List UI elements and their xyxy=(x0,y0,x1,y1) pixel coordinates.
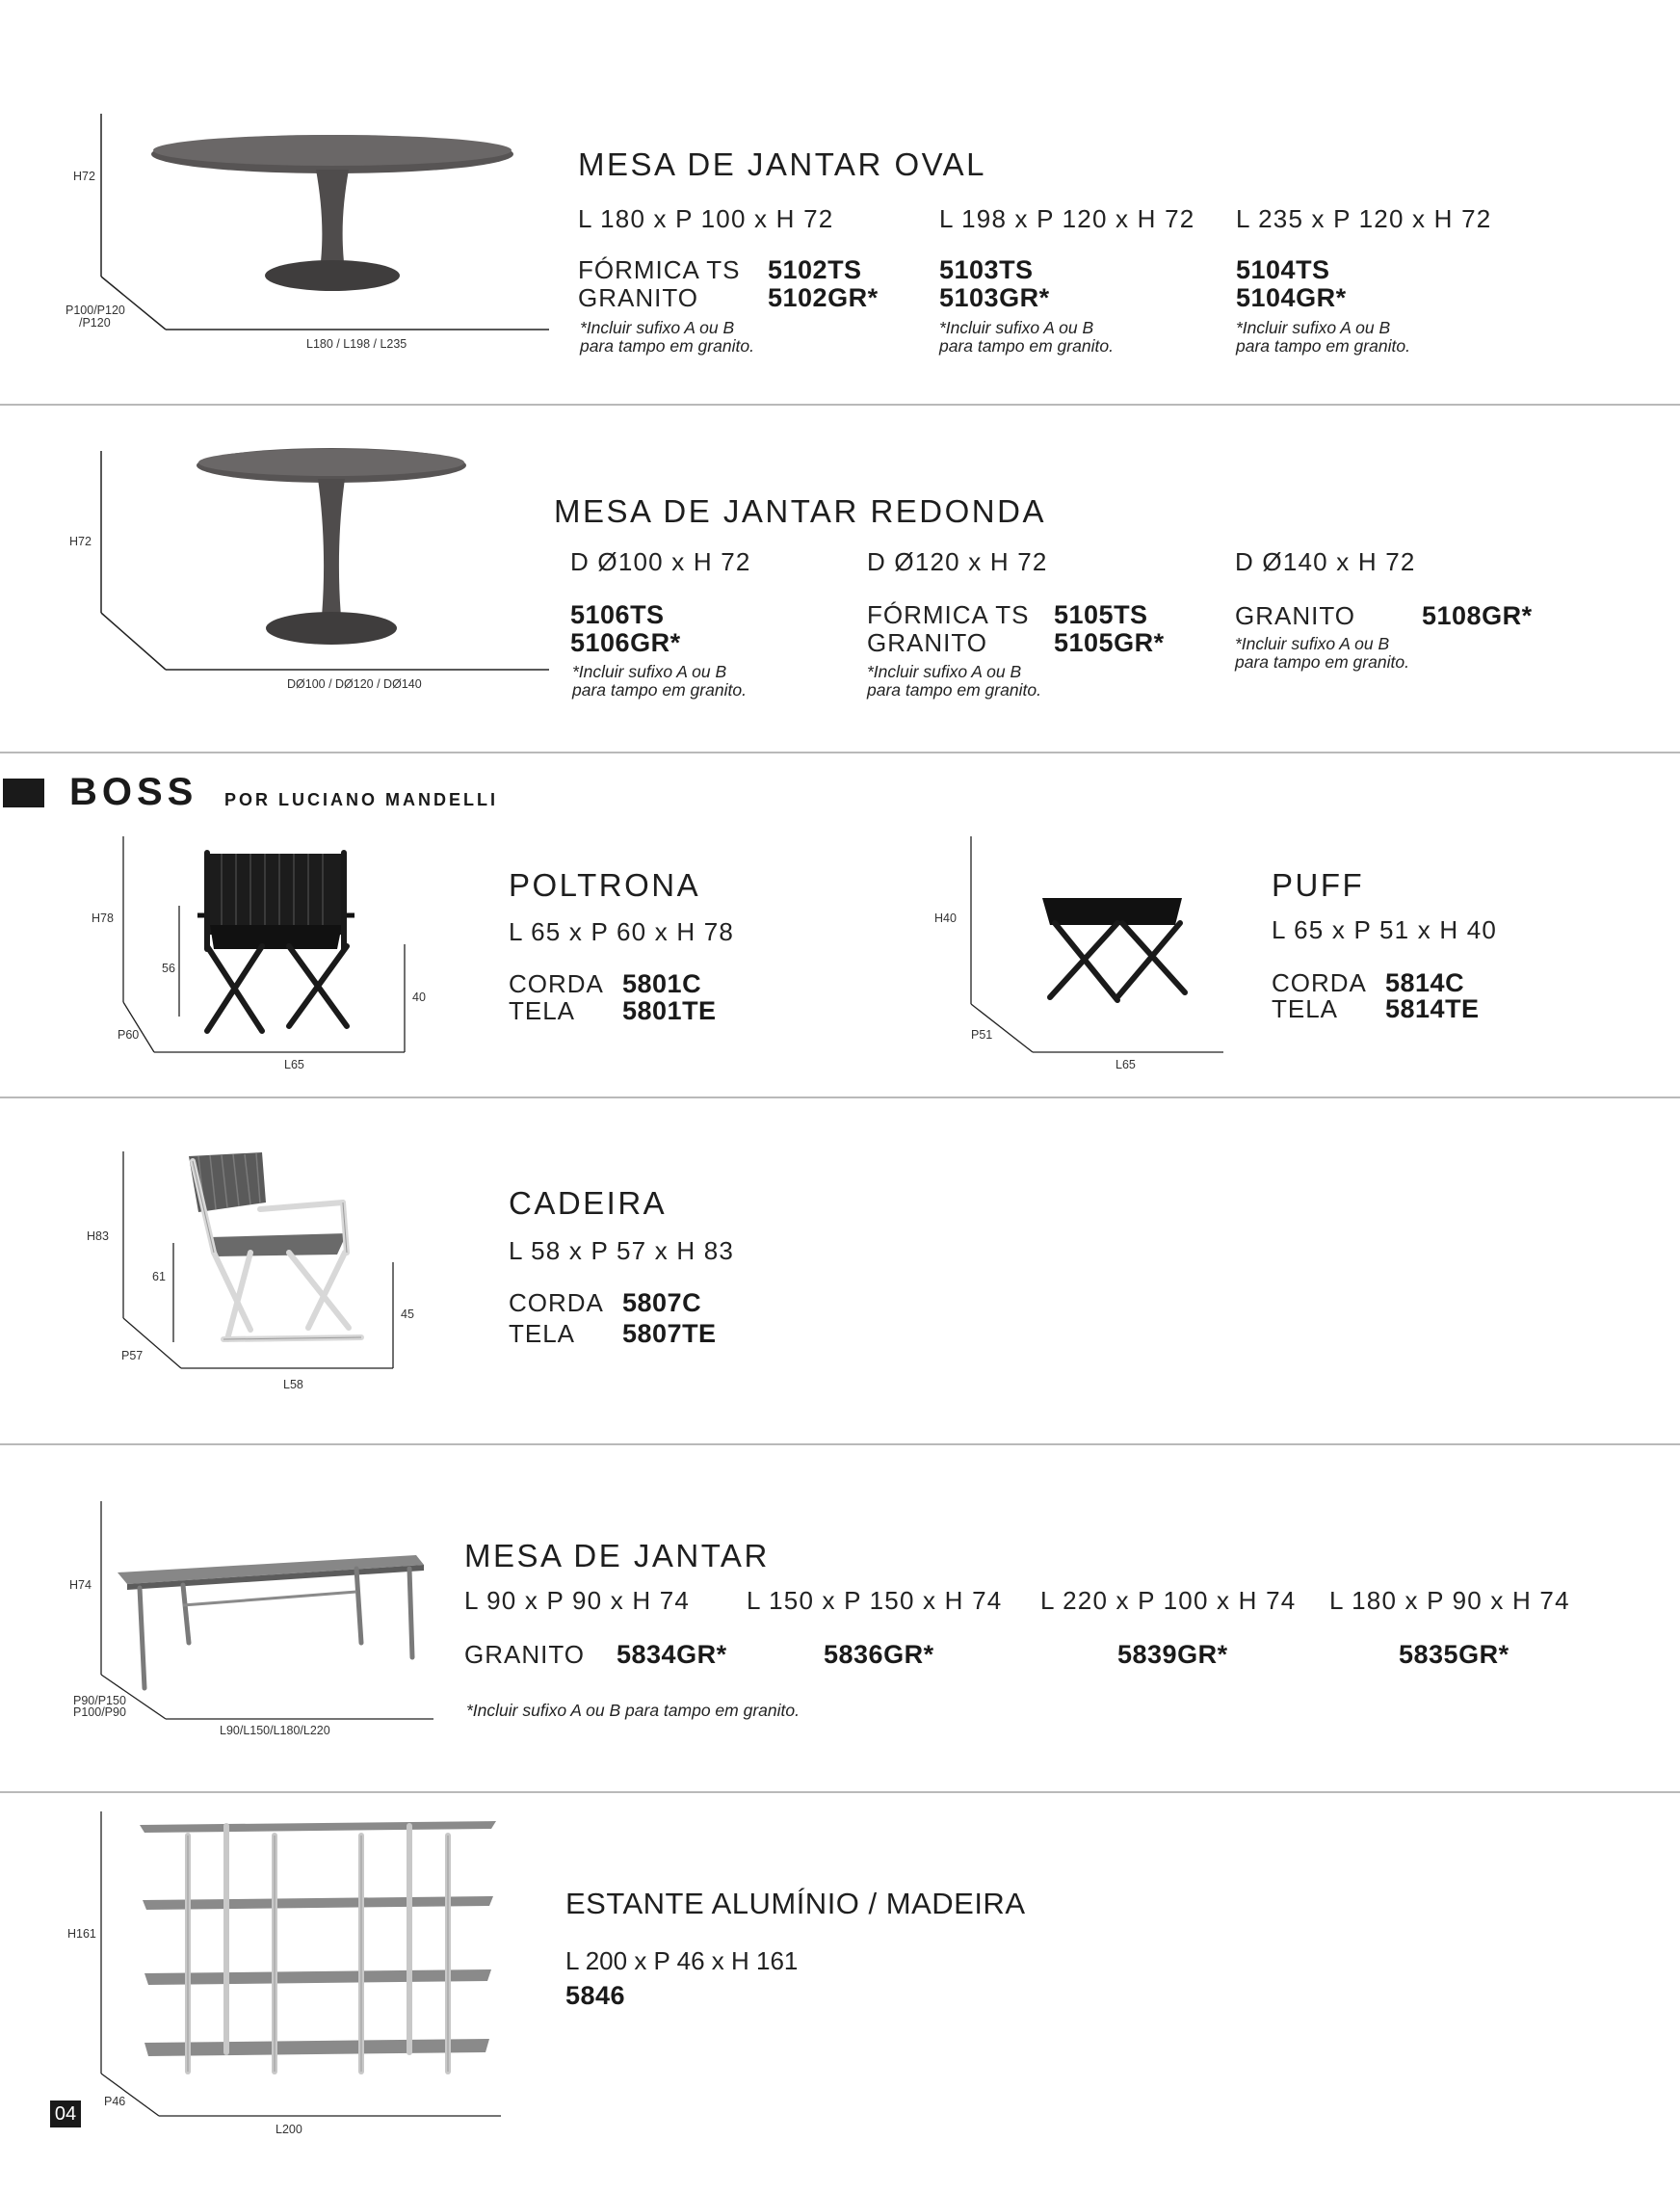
product-title: PUFF xyxy=(1272,867,1365,903)
product-title: MESA DE JANTAR xyxy=(464,1538,770,1573)
height-label: H72 xyxy=(73,170,95,183)
material-tela: TELA xyxy=(509,996,576,1025)
product-code: 5835GR* xyxy=(1399,1640,1509,1669)
note-line-2: para tampo em granito. xyxy=(867,680,1041,700)
size-1: D Ø100 x H 72 xyxy=(570,547,751,576)
product-code: 5814C xyxy=(1385,968,1465,997)
product-code: 5801C xyxy=(622,969,702,998)
material-corda: CORDA xyxy=(1272,968,1367,997)
size-1: L 180 x P 100 x H 72 xyxy=(578,204,834,233)
height-label: H72 xyxy=(69,535,92,548)
material-granito: GRANITO xyxy=(1235,601,1355,630)
note-line-2: para tampo em granito. xyxy=(1235,652,1409,672)
arm-height-label: 40 xyxy=(412,991,426,1004)
size-4: L 180 x P 90 x H 74 xyxy=(1329,1586,1570,1615)
height-label: H161 xyxy=(67,1927,96,1941)
depth-label: P100/P120 xyxy=(66,304,125,317)
product-code: 5102GR* xyxy=(768,283,879,312)
height-label: H74 xyxy=(69,1578,92,1592)
product-code: 5807C xyxy=(622,1288,702,1317)
depth-label: P46 xyxy=(104,2095,126,2108)
collection-name: BOSS xyxy=(69,771,198,813)
size-2: D Ø120 x H 72 xyxy=(867,547,1048,576)
material-corda: CORDA xyxy=(509,1288,604,1317)
depth-label: P57 xyxy=(121,1349,144,1362)
depth-label: P90/P150 xyxy=(73,1694,126,1707)
note-line-1: *Incluir sufixo A ou B xyxy=(939,318,1094,337)
product-code: 5106GR* xyxy=(570,628,681,657)
product-code: 5106TS xyxy=(570,600,665,629)
product-title: MESA DE JANTAR REDONDA xyxy=(554,493,1046,529)
arm-height-label: 45 xyxy=(401,1308,414,1321)
size-3: L 220 x P 100 x H 74 xyxy=(1040,1586,1297,1615)
size-3: D Ø140 x H 72 xyxy=(1235,547,1416,576)
product-code: 5104TS xyxy=(1236,255,1330,284)
product-code: 5834GR* xyxy=(617,1640,727,1669)
size: L 58 x P 57 x H 83 xyxy=(509,1236,735,1265)
product-code: 5814TE xyxy=(1385,994,1480,1023)
length-label: L200 xyxy=(276,2123,302,2136)
length-label: L180 / L198 / L235 xyxy=(306,337,407,351)
material-tela: TELA xyxy=(509,1319,576,1348)
height-label: H78 xyxy=(92,912,114,925)
material-granito: GRANITO xyxy=(578,283,698,312)
size-1: L 90 x P 90 x H 74 xyxy=(464,1586,691,1615)
depth-label-2: /P120 xyxy=(79,316,111,330)
product-code: 5105TS xyxy=(1054,600,1148,629)
note-line-1: *Incluir sufixo A ou B xyxy=(1236,318,1391,337)
note-line-1: *Incluir sufixo A ou B xyxy=(572,662,727,681)
note: *Incluir sufixo A ou B para tampo em granito. xyxy=(466,1701,800,1720)
page-number: 04 xyxy=(50,2101,81,2127)
material-granito: GRANITO xyxy=(867,628,987,657)
length-label: L58 xyxy=(283,1378,303,1391)
material-granito: GRANITO xyxy=(464,1640,585,1669)
designer-credit: POR LUCIANO MANDELLI xyxy=(224,790,498,809)
note-line-2: para tampo em granito. xyxy=(939,336,1114,356)
material-corda: CORDA xyxy=(509,969,604,998)
product-title: POLTRONA xyxy=(509,867,701,903)
product-code: 5104GR* xyxy=(1236,283,1347,312)
size: L 65 x P 51 x H 40 xyxy=(1272,915,1498,944)
length-label: L65 xyxy=(284,1058,304,1071)
material-formica: FÓRMICA TS xyxy=(578,255,741,284)
seat-height-label: 56 xyxy=(162,962,175,975)
height-label: H83 xyxy=(87,1229,109,1243)
product-title: CADEIRA xyxy=(509,1185,668,1221)
material-formica: FÓRMICA TS xyxy=(867,600,1030,629)
product-code: 5103GR* xyxy=(939,283,1050,312)
depth-label-2: P100/P90 xyxy=(73,1705,126,1719)
note-line-1: *Incluir sufixo A ou B xyxy=(1235,634,1390,653)
note-line-1: *Incluir sufixo A ou B xyxy=(867,662,1022,681)
depth-label: P60 xyxy=(118,1028,140,1042)
diameter-label: DØ100 / DØ120 / DØ140 xyxy=(287,677,422,691)
size-2: L 198 x P 120 x H 72 xyxy=(939,204,1195,233)
size: L 200 x P 46 x H 161 xyxy=(565,1946,799,1975)
product-code: 5108GR* xyxy=(1422,601,1533,630)
product-code: 5801TE xyxy=(622,996,717,1025)
note-line-2: para tampo em granito. xyxy=(1236,336,1410,356)
note-line-2: para tampo em granito. xyxy=(580,336,754,356)
material-tela: TELA xyxy=(1272,994,1339,1023)
product-code: 5103TS xyxy=(939,255,1034,284)
product-code: 5836GR* xyxy=(824,1640,934,1669)
size-2: L 150 x P 150 x H 74 xyxy=(747,1586,1003,1615)
product-title: MESA DE JANTAR OVAL xyxy=(578,146,987,182)
size-3: L 235 x P 120 x H 72 xyxy=(1236,204,1492,233)
length-label: L65 xyxy=(1116,1058,1136,1071)
product-code: 5807TE xyxy=(622,1319,717,1348)
product-title: ESTANTE ALUMÍNIO / MADEIRA xyxy=(565,1887,1026,1920)
note-line-2: para tampo em granito. xyxy=(572,680,747,700)
size: L 65 x P 60 x H 78 xyxy=(509,917,735,946)
seat-height-label: 61 xyxy=(152,1270,166,1283)
product-code: 5839GR* xyxy=(1117,1640,1228,1669)
product-code: 5102TS xyxy=(768,255,862,284)
product-code: 5105GR* xyxy=(1054,628,1165,657)
depth-label: P51 xyxy=(971,1028,993,1042)
length-label: L90/L150/L180/L220 xyxy=(220,1724,330,1737)
note-line-1: *Incluir sufixo A ou B xyxy=(580,318,735,337)
height-label: H40 xyxy=(934,912,957,925)
product-code: 5846 xyxy=(565,1981,626,2010)
